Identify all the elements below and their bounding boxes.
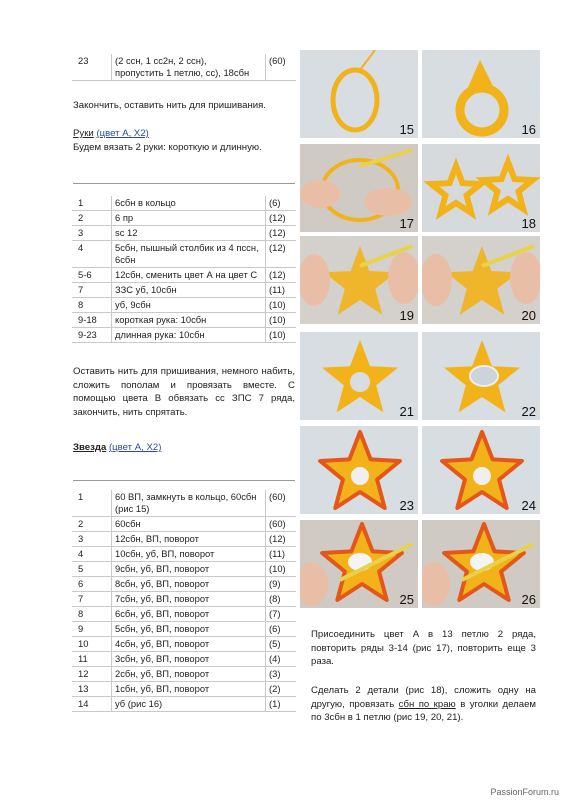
table-row xyxy=(72,607,296,622)
table-row xyxy=(72,196,296,211)
stitch-count: (12) xyxy=(266,241,297,268)
row-number: 10 xyxy=(72,637,112,652)
arms-after-instruction: Оставить нить для пришивания, немного набить, сложить пополам и провязать вместе. С помощью цвета В обвязать сс ЗПС 7 ряда, закончить, нить спрятать. xyxy=(73,366,295,418)
row-instructions: 12сбн, сменить цвет А на цвет С xyxy=(112,268,266,283)
divider xyxy=(73,183,295,184)
table-row xyxy=(72,241,296,268)
step-photo xyxy=(422,144,540,232)
row-number: 13 xyxy=(72,682,112,697)
right-instruction-2-part-a: Сделать 2 детали (рис 18), сложить одну на другую, провязать xyxy=(311,685,536,710)
stitch-count: (9) xyxy=(266,577,297,592)
stitch-count: (8) xyxy=(266,592,297,607)
row-number: 3 xyxy=(72,532,112,547)
row-number: 7 xyxy=(72,592,112,607)
photo-number: 15 xyxy=(399,122,414,137)
stitch-count: (60) xyxy=(266,490,297,517)
row-instructions: 5сбн, пышный столбик из 4 пссн, 6сбн xyxy=(112,241,266,268)
row-instructions-line2: пропустить 1 петлю, сс), 18сбн xyxy=(115,67,250,78)
row-instructions: 12сбн, ВП, поворот xyxy=(112,532,266,547)
stitch-count: (12) xyxy=(266,268,297,283)
table-row xyxy=(72,682,296,697)
table-row xyxy=(72,283,296,298)
table-row xyxy=(72,592,296,607)
row-number: 2 xyxy=(72,211,112,226)
stitch-count: (6) xyxy=(266,622,297,637)
row-instructions: уб, 9сбн xyxy=(112,298,266,313)
star-title: Звезда xyxy=(73,442,107,453)
table-row xyxy=(72,652,296,667)
row-instructions: 60 ВП, замкнуть в кольцо, 60сбн (рис 15) xyxy=(112,490,266,517)
step-photo xyxy=(300,236,418,324)
photo-number: 16 xyxy=(521,122,536,137)
row-instructions: 6 пр xyxy=(112,211,266,226)
row-number: 9-23 xyxy=(72,328,112,343)
row-instructions: 2сбн, уб, ВП, поворот xyxy=(112,667,266,682)
arms-heading xyxy=(73,127,149,141)
photo-number: 19 xyxy=(399,308,414,323)
table-row xyxy=(72,562,296,577)
star-color-note: (цвет А, Х2) xyxy=(108,442,162,453)
finish-instruction: Закончить, оставить нить для пришивания. xyxy=(73,100,266,111)
step-photo xyxy=(300,332,418,420)
row-instructions: 60сбн xyxy=(112,517,266,532)
step-photo xyxy=(422,236,540,324)
row-number: 5 xyxy=(72,562,112,577)
row-instructions: 6сбн, уб, ВП, поворот xyxy=(112,607,266,622)
row-number: 7 xyxy=(72,283,112,298)
table-row xyxy=(72,667,296,682)
row-instructions: ЗЗС уб, 10сбн xyxy=(112,283,266,298)
stitch-count: (4) xyxy=(266,652,297,667)
photo-number: 25 xyxy=(399,592,414,607)
row-number: 6 xyxy=(72,577,112,592)
row-instructions: 10сбн, уб, ВП, поворот xyxy=(112,547,266,562)
stitch-count: (5) xyxy=(266,637,297,652)
step-photo xyxy=(300,520,418,608)
row-number: 4 xyxy=(72,241,112,268)
row-number: 8 xyxy=(72,607,112,622)
top-pattern-table xyxy=(72,54,296,81)
row-number: 11 xyxy=(72,652,112,667)
stitch-count: (10) xyxy=(266,328,297,343)
stitch-count: (11) xyxy=(266,547,297,562)
row-instructions: sc 12 xyxy=(112,226,266,241)
table-row xyxy=(72,490,296,517)
photo-number: 17 xyxy=(399,216,414,231)
row-instructions-line1: (2 ссн, 1 сс2н, 2 ссн), xyxy=(115,55,207,66)
table-row xyxy=(72,517,296,532)
stitch-count: (12) xyxy=(266,532,297,547)
stitch-count: (6) xyxy=(266,196,297,211)
photo-number: 20 xyxy=(521,308,536,323)
row-instructions: 5сбн, уб, ВП, поворот xyxy=(112,622,266,637)
row-instructions: 9сбн, уб, ВП, поворот xyxy=(112,562,266,577)
table-row xyxy=(72,298,296,313)
watermark: PassionForum.ru xyxy=(490,787,559,797)
right-instruction-2-part-b: в уголки делаем по 3сбн в 1 петлю (рис 19, 20, 21). xyxy=(311,698,537,723)
row-instructions: короткая рука: 10сбн xyxy=(112,313,266,328)
table-row xyxy=(72,532,296,547)
row-number: 4 xyxy=(72,547,112,562)
row-number: 1 xyxy=(72,196,112,211)
row-instructions: 8сбн, уб, ВП, поворот xyxy=(112,577,266,592)
step-photo xyxy=(300,50,418,138)
right-instruction-2 xyxy=(311,684,536,725)
row-instructions: 6сбн в кольцо xyxy=(112,196,266,211)
stitch-count: (60) xyxy=(266,517,297,532)
row-number: 2 xyxy=(72,517,112,532)
arms-title: Руки xyxy=(73,128,94,139)
row-instructions: 7сбн, уб, ВП, поворот xyxy=(112,592,266,607)
table-row xyxy=(72,577,296,592)
arms-intro: Будем вязать 2 руки: короткую и длинную. xyxy=(73,142,262,153)
table-row xyxy=(72,226,296,241)
step-photo xyxy=(422,332,540,420)
row-number: 5-6 xyxy=(72,268,112,283)
row-instructions: уб (рис 16) xyxy=(112,697,266,712)
stitch-count: (11) xyxy=(266,283,297,298)
table-row xyxy=(72,54,296,81)
stitch-count: (12) xyxy=(266,226,297,241)
step-photo xyxy=(300,144,418,232)
table-row xyxy=(72,637,296,652)
stitch-count: (60) xyxy=(266,54,297,81)
step-photo xyxy=(422,426,540,514)
table-row xyxy=(72,547,296,562)
row-instructions xyxy=(112,54,266,81)
step-photo xyxy=(422,50,540,138)
photo-number: 22 xyxy=(521,404,536,419)
row-instructions: 1сбн, уб, ВП, поворот xyxy=(112,682,266,697)
row-number: 9-18 xyxy=(72,313,112,328)
row-instructions: длинная рука: 10сбн xyxy=(112,328,266,343)
table-row xyxy=(72,211,296,226)
row-number: 8 xyxy=(72,298,112,313)
arms-pattern-table xyxy=(72,196,296,343)
stitch-count: (10) xyxy=(266,298,297,313)
table-row xyxy=(72,697,296,712)
row-number: 14 xyxy=(72,697,112,712)
star-pattern-table xyxy=(72,490,296,712)
photo-number: 23 xyxy=(399,498,414,513)
row-number: 23 xyxy=(72,54,112,81)
right-instruction-2-underlined: сбн по краю xyxy=(398,698,456,710)
arms-color-note: (цвет А, Х2) xyxy=(96,128,149,139)
divider xyxy=(73,480,295,481)
table-row xyxy=(72,313,296,328)
stitch-count: (3) xyxy=(266,667,297,682)
photo-number: 21 xyxy=(399,404,414,419)
star-heading xyxy=(73,441,161,455)
photo-number: 24 xyxy=(521,498,536,513)
table-row xyxy=(72,328,296,343)
row-number: 12 xyxy=(72,667,112,682)
step-photo xyxy=(422,520,540,608)
stitch-count: (7) xyxy=(266,607,297,622)
stitch-count: (12) xyxy=(266,211,297,226)
row-instructions: 3сбн, уб, ВП, поворот xyxy=(112,652,266,667)
row-number: 1 xyxy=(72,490,112,517)
row-instructions: 4сбн, уб, ВП, поворот xyxy=(112,637,266,652)
photo-number: 18 xyxy=(521,216,536,231)
row-number: 9 xyxy=(72,622,112,637)
stitch-count: (2) xyxy=(266,682,297,697)
stitch-count: (10) xyxy=(266,313,297,328)
step-photo xyxy=(300,426,418,514)
table-row xyxy=(72,268,296,283)
table-row xyxy=(72,622,296,637)
row-number: 3 xyxy=(72,226,112,241)
photo-number: 26 xyxy=(521,592,536,607)
stitch-count: (10) xyxy=(266,562,297,577)
right-instruction-1: Присоединить цвет А в 13 петлю 2 ряда, повторить ряды 3-14 (рис 17), повторить еще 3 раза. xyxy=(311,629,536,667)
stitch-count: (1) xyxy=(266,697,297,712)
